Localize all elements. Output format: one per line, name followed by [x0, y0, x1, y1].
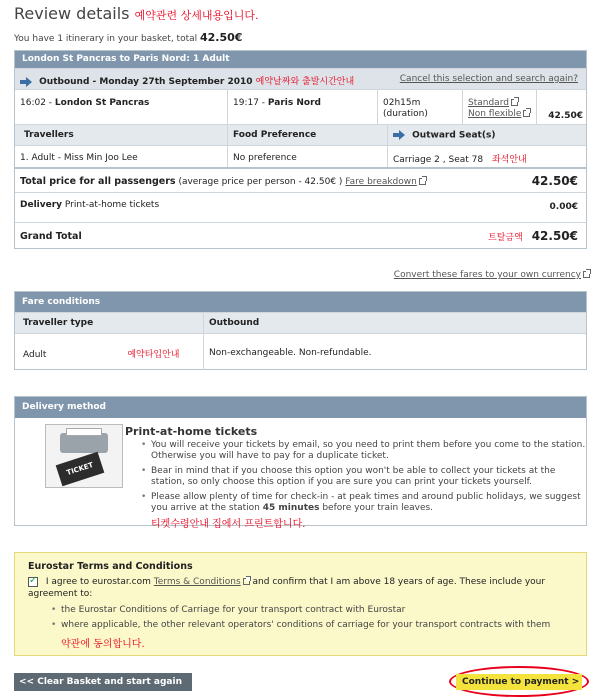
convert-currency	[394, 270, 590, 280]
fare-type	[462, 90, 536, 124]
terms-checkbox[interactable]	[28, 577, 38, 587]
total-row	[15, 167, 586, 192]
delivery-label: Delivery Print-at-home tickets	[20, 200, 160, 210]
col-travellers: Travellers	[24, 130, 74, 140]
arrival: 19:17 - Paris Nord	[227, 90, 377, 124]
delivery-price: 0.00€	[549, 202, 578, 212]
traveller-row	[15, 145, 586, 167]
itinerary-panel	[14, 50, 587, 249]
arrow-right-icon	[393, 130, 405, 140]
print-ticket-illustration	[45, 424, 123, 488]
col-traveller-type: Traveller type	[23, 318, 94, 328]
external-link-icon	[419, 178, 426, 185]
delivery-info-list	[139, 440, 589, 518]
non-flexible-link[interactable]: Non flexible	[468, 109, 522, 119]
annotation-text: 예약날짜와 출발시간안내	[255, 77, 355, 87]
convert-currency-link[interactable]: Convert these fares to your own currency	[393, 270, 581, 280]
double-chevron-left-icon: <<	[19, 677, 35, 687]
seat-info: Carriage 2 , Seat 78 좌석안내	[387, 146, 588, 167]
chevron-right-icon: >	[571, 677, 580, 687]
grand-total-value: 42.50€	[531, 229, 578, 243]
col-food: Food Preference	[227, 125, 387, 145]
col-outbound: Outbound	[203, 313, 588, 333]
outbound-row	[15, 68, 586, 89]
delivery-row	[15, 192, 586, 222]
basket-summary: You have 1 itinerary in your basket, total 42.50€	[14, 31, 243, 44]
annotation-text: 좌석안내	[491, 155, 527, 165]
fare-breakdown-link[interactable]: Fare breakdown	[345, 177, 417, 187]
list-item: • the Eurostar Conditions of Carriage for your transport contract with Eurostar	[49, 605, 569, 616]
arrow-right-icon	[20, 77, 32, 87]
grand-total-label: Grand Total	[20, 231, 82, 242]
external-link-icon	[583, 271, 590, 278]
annotation-text: 예약관련 상세내용입니다.	[134, 9, 259, 22]
ticket-label: TICKET	[56, 452, 105, 487]
terms-heading: Eurostar Terms and Conditions	[28, 561, 193, 572]
fare-row	[15, 333, 586, 370]
traveller-type: Adult 예약타입안내	[23, 350, 180, 360]
total-label: Total price for all passengers (average price per person - 42.50€ ) Fare breakdown	[20, 176, 426, 187]
list-item: • where applicable, the other relevant operators' conditions of carriage for your transport contracts with them	[49, 620, 569, 631]
annotation-text: 트탈금액	[488, 233, 523, 243]
clear-basket-button[interactable]: << Clear Basket and start again	[14, 673, 192, 691]
list-item: • You will receive your tickets by email, so you need to print them before you come to the station. Otherwise you will have to pay for a duplicate ticket.	[139, 440, 589, 462]
total-value: 42.50€	[531, 174, 578, 188]
fare-conditions-heading: Fare conditions	[15, 292, 586, 312]
terms-panel	[14, 552, 587, 656]
external-link-icon	[511, 99, 518, 106]
delivery-option-title: Print-at-home tickets	[125, 425, 258, 438]
cancel-selection-link[interactable]: Cancel this selection and search again?	[399, 74, 578, 84]
delivery-method-heading: Delivery method	[15, 397, 586, 418]
fare-conditions-panel	[14, 291, 587, 370]
segment-price: 42.50€	[536, 90, 588, 124]
standard-link[interactable]: Standard	[468, 98, 509, 108]
col-seats: Outward Seat(s)	[387, 125, 588, 145]
departure: 16:02 - London St Pancras	[20, 98, 150, 108]
traveller-name: 1. Adult - Miss Min Joo Lee	[20, 153, 138, 163]
grand-total-row	[15, 222, 586, 249]
journey-row	[15, 89, 586, 124]
delivery-method-panel	[14, 396, 587, 530]
outbound-label: Outbound - Monday 27th September 2010 예약날짜와 출발시간안내	[20, 74, 354, 87]
page-title: Review details 예약관련 상세내용입니다.	[14, 4, 259, 23]
external-link-icon	[523, 110, 530, 117]
terms-agreement: ✓ I agree to eurostar.com Terms & Conditions and confirm that I am above 18 years of age. These include your agreement to:	[28, 576, 576, 600]
grand-total	[488, 229, 578, 243]
basket-total: 42.50€	[200, 31, 243, 44]
food-preference: No preference	[227, 146, 387, 167]
list-item: • Bear in mind that if you choose this option you won't be able to collect your tickets at the station, so only choose this option if you are sure you can print your tickets yourself.	[139, 466, 589, 488]
outbound-conditions: Non-exchangeable. Non-refundable.	[203, 334, 588, 370]
annotation-text: 티켓수령안내 집에서 프린트합니다.	[151, 519, 306, 530]
itinerary-heading: London St Pancras to Paris Nord: 1 Adult	[15, 51, 586, 68]
external-link-icon	[243, 578, 250, 585]
annotation-text: 예약타입안내	[127, 350, 180, 360]
terms-link[interactable]: Terms & Conditions	[153, 577, 241, 587]
annotation-text: 약관에 동의합니다.	[61, 639, 145, 650]
list-item: • Please allow plenty of time for check-in - at peak times and around public holidays, we suggest you arrive at the station 45 minutes before your train leaves.	[139, 492, 589, 514]
fare-header-row	[15, 312, 586, 333]
terms-list	[49, 605, 569, 635]
traveller-header-row	[15, 124, 586, 145]
duration: 02h15m (duration)	[377, 90, 462, 124]
continue-to-payment-button[interactable]: Continue to payment >	[456, 674, 582, 690]
